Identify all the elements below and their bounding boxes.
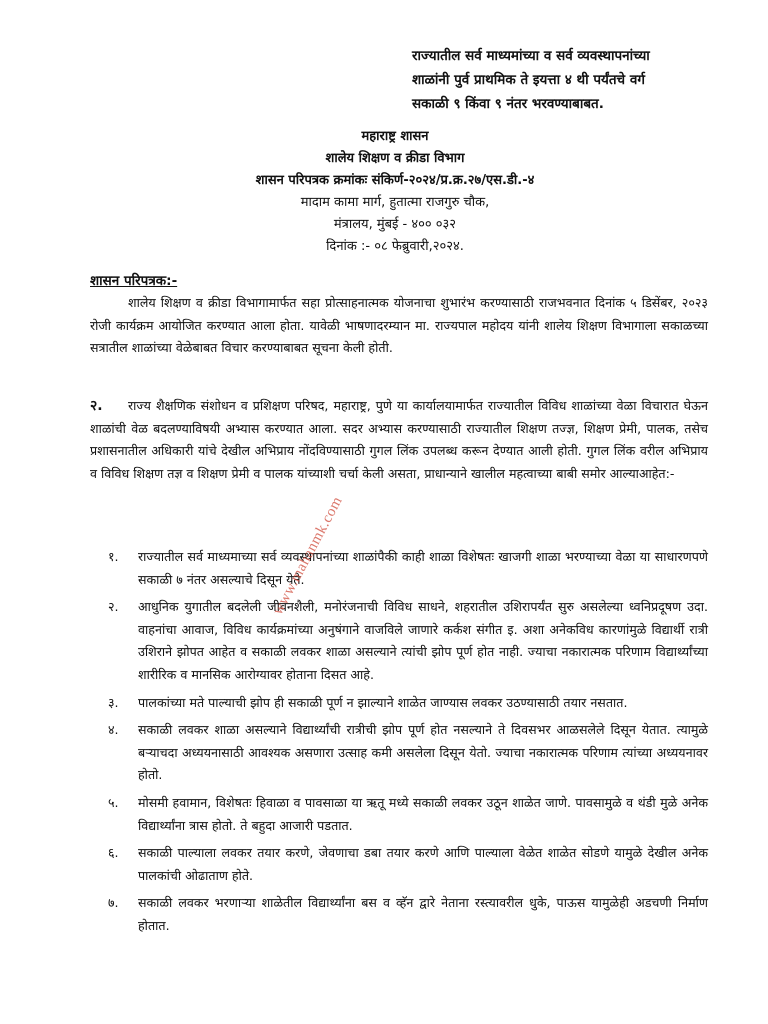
list-item-text: सकाळी लवकर शाळा असल्याने विद्यार्थ्यांची रात्रीची झोप पूर्ण होत नसल्याने ते दिवसभर आळसलेले दिसून येतात. त्यामुळे बऱ्याचदा अध्ययनासाठी आवश्यक असणारा उत्साह कमी असलेला दिसून येतो. ज्याचा नकारात्मक परिणाम त्यांच्या अध्ययनावर होतो. [138, 722, 708, 783]
list-item-number: ७. [108, 895, 119, 911]
list-item [104, 719, 708, 787]
list-item [104, 546, 708, 591]
list-item [104, 842, 708, 887]
list-item-text: आधुनिक युगातील बदलेली जीवनशैली, मनोरंजनाची विविध साधने, शहरातील उशिरापर्यंत सुरु असलेल्या ध्वनिप्रदूषण उदा. वाहनांचा आवाज, विविध कार्यक्रमांच्या अनुषंगाने वाजविले जाणारे कर्कश संगीत इ. अशा अनेकविध कारणांमुळे विद्यार्थी रात्री उशिराने झोपत आहेत व सकाळी लवकर शाळा असल्याने त्यांची झोप पूर्ण होत नाही. ज्याचा नकारात्मक परिणाम विद्यार्थ्यांच्या शारीरिक व मानसिक आरोग्यावर होताना दिसत आहे. [138, 599, 708, 682]
paragraph-2 [90, 395, 708, 485]
points-list [104, 546, 708, 943]
list-item-number: २. [108, 599, 119, 615]
paragraph-2-text: राज्य शैक्षणिक संशोधन व प्रशिक्षण परिषद, महाराष्ट्र, पुणे या कार्यालयामार्फत राज्यातील विविध शाळांच्या वेळा विचारात घेऊन शाळांची वेळ बदलण्याविषयी अभ्यास करण्यात आला. सदर अभ्यास करण्यासाठी राज्यातील शिक्षण तज्ज्ञ, शिक्षण प्रेमी, पालक, तसेच प्रशासनातील अधिकारी यांचे देखील अभिप्राय नोंदविण्यासाठी गुगल लिंक उपलब्ध करून देण्यात आली होती. गुगल लिंक वरील अभिप्राय व विविध शिक्षण तज्ञ व शिक्षण प्रेमी व पालक यांच्याशी चर्चा केली असता, प्राधान्याने खालील महत्वाच्या बाबी समोर आल्याआहेत:- [90, 398, 708, 481]
watermark: www.mahanmk.com [270, 493, 346, 618]
list-item-number: १. [108, 549, 119, 564]
list-item-number: ४. [108, 722, 119, 738]
address-line-1: मादाम कामा मार्ग, हुतात्मा राजगुरु चौक, [300, 195, 490, 210]
list-item-text: मोसमी हवामान, विशेषतः हिवाळा व पावसाळा या ऋतू मध्ये सकाळी लवकर उठून शाळेत जाणे. पावसामुळे व थंडी मुळे अनेक विद्यार्थ्यांना त्रास होतो. ते बहुदा आजारी पडतात. [138, 794, 708, 833]
list-item [104, 892, 708, 937]
subject-line: शाळांनी पुर्व प्राथमिक ते इयत्ता ४ थी पर्यंतचे वर्ग [412, 72, 645, 88]
list-item-text: सकाळी लवकर भरणाऱ्या शाळेतील विद्यार्थ्यांना बस व व्हॅन द्वारे नेताना रस्त्यावरील धुके, पाऊस यामुळेही अडचणी निर्माण होतात. [138, 895, 708, 933]
department-name: शालेय शिक्षण व क्रीडा विभाग [325, 151, 465, 166]
circular-label: शासन परिपत्रक:- [90, 273, 178, 289]
list-item [104, 692, 708, 715]
paragraph-1-text: शालेय शिक्षण व क्रीडा विभागामार्फत सहा प्रोत्साहनात्मक योजनाचा शुभारंभ करण्यासाठी राजभवनात दिनांक ५ डिसेंबर, २०२३ रोजी कार्यक्रम आयोजित करण्यात आला होता. यावेळी भाषणादरम्यान मा. राज्यपाल महोदय यांनी शालेय शिक्षण विभागाला सकाळच्या सत्रातील शाळांच्या वेळेबाबत विचार करण्याबाबत सूचना केली होती. [90, 295, 708, 356]
subject-line: सकाळी ९ किंवा ९ नंतर भरवण्याबाबत. [412, 96, 604, 112]
list-item-number: ३. [108, 694, 119, 710]
circular-number: शासन परिपत्रक क्रमांकः संकिर्ण-२०२४/प्र.क्र.२७/एस.डी.-४ [255, 173, 535, 188]
paragraph-1 [90, 292, 708, 360]
letterhead [150, 126, 640, 258]
address-line-2: मंत्रालय, मुंबई - ४०० ०३२ [333, 217, 457, 232]
list-item-number: ५. [108, 794, 119, 810]
list-item-text: राज्यातील सर्व माध्यमाच्या सर्व व्यवस्थापनांच्या शाळांपैकी काही शाळा विशेषतः खाजगी शाळा भरण्याच्या वेळा या साधारणपणे सकाळी ७ नंतर असल्याचे दिसून येते. [138, 549, 708, 587]
list-item [104, 792, 708, 837]
list-item-text: पालकांच्या मते पाल्याची झोप ही सकाळी पूर्ण न झाल्याने शाळेत जाण्यास लवकर उठण्यासाठी तयार नसतात. [138, 694, 628, 710]
list-item-text: सकाळी पाल्याला लवकर तयार करणे, जेवणाचा डबा तयार करणे आणि पाल्याला वेळेत शाळेत सोडणे यामुळे देखील अनेक पालकांची ओढाताण होते. [138, 845, 708, 883]
subject-line: राज्यातील सर्व माध्यमांच्या व सर्व व्यवस्थापनांच्या [412, 48, 650, 64]
list-item [104, 596, 708, 686]
list-item-number: ६. [108, 845, 119, 861]
government-name: महाराष्ट्र शासन [361, 129, 429, 144]
subject-block [412, 44, 742, 116]
circular-date: दिनांक :- ०८ फेब्रुवारी,२०२४. [326, 239, 464, 254]
paragraph-2-number: २. [90, 398, 103, 414]
